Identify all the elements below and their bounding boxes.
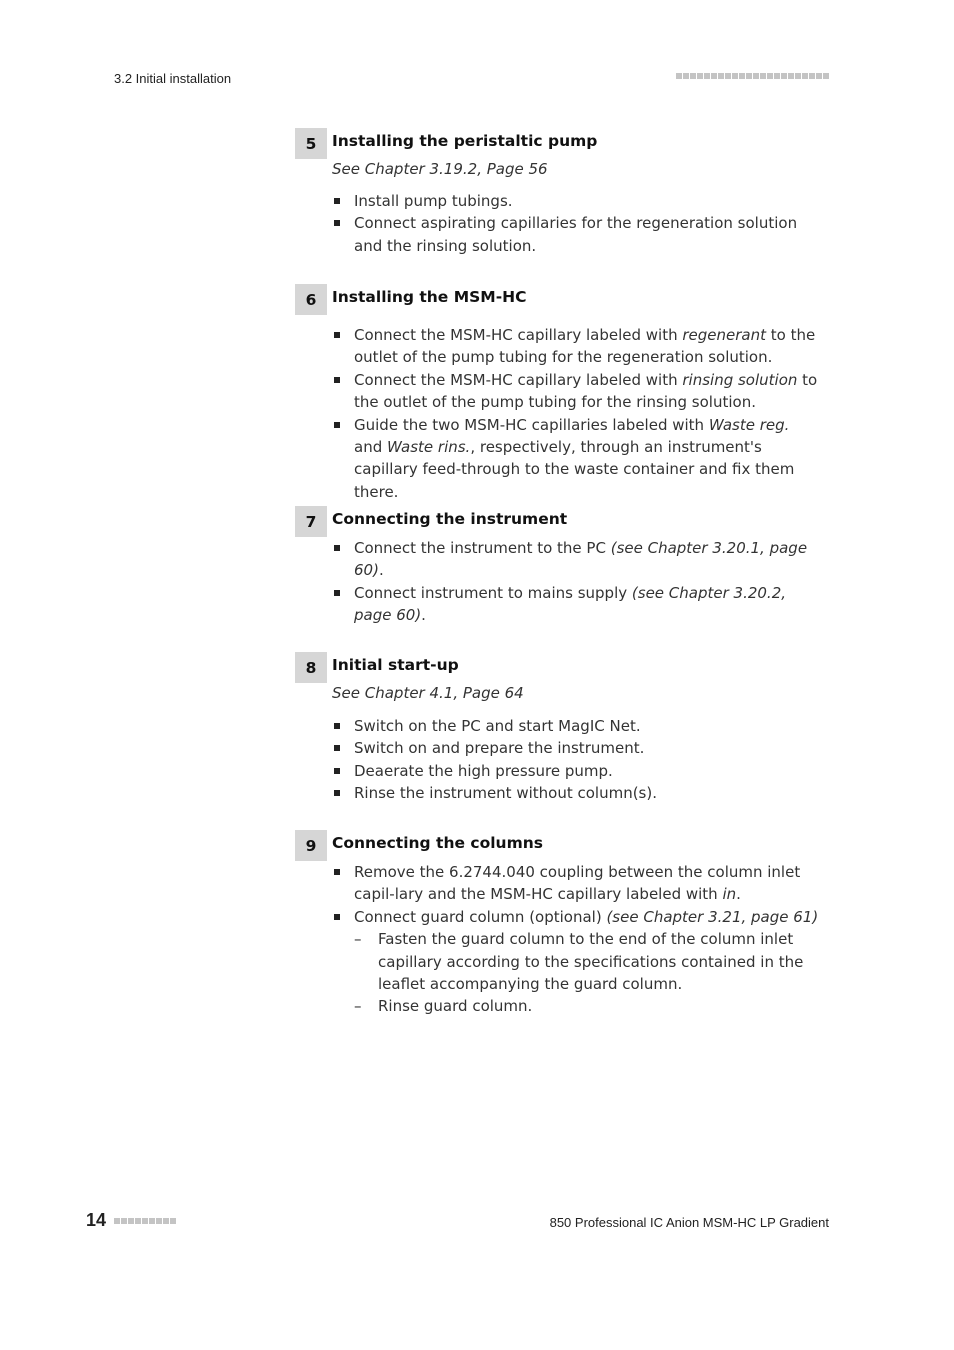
bullet-icon — [334, 332, 340, 338]
bullet-icon — [334, 790, 340, 796]
bullet-icon — [334, 869, 340, 875]
sub-list-item: – Rinse guard column. — [354, 995, 822, 1017]
step-title: Installing the MSM-HC — [332, 288, 527, 306]
bullet-icon — [334, 914, 340, 920]
step-number: 5 — [295, 128, 327, 159]
dash-icon: – — [354, 930, 362, 949]
step-title: Initial start-up — [332, 656, 459, 674]
running-header-section: 3.2 Initial installation — [114, 71, 232, 86]
step-number: 9 — [295, 830, 327, 861]
list-item: Switch on and prepare the instrument. — [332, 737, 822, 759]
list-item: Guide the two MSM-HC capillaries labeled with Waste reg. and Waste rins., respectively, through an instrument's capillary feed-through to the waste container and fix them there. — [332, 414, 822, 504]
bullet-icon — [334, 745, 340, 751]
list-item: Connect guard column (optional) (see Chapter 3.21, page 61) – Fasten the guard column to the end of the column inlet capillary according to the specifications contained in the leaflet accompanying the guard column. – Rinse guard column. — [332, 906, 822, 1018]
step-bullet-list — [332, 537, 822, 627]
bullet-icon — [334, 590, 340, 596]
list-item: Rinse the instrument without column(s). — [332, 782, 822, 804]
list-item: Switch on the PC and start MagIC Net. — [332, 715, 822, 737]
bullet-icon — [334, 545, 340, 551]
list-item: Connect instrument to mains supply (see Chapter 3.20.2, page 60). — [332, 582, 822, 627]
sub-list-item: – Fasten the guard column to the end of the column inlet capillary according to the specifications contained in the leaflet accompanying the guard column. — [354, 930, 804, 994]
step-bullet-list — [332, 324, 822, 503]
page-number: 14 — [86, 1210, 107, 1230]
header-decoration-squares — [676, 73, 829, 79]
step-bullet-list — [332, 715, 822, 805]
step-title: Connecting the instrument — [332, 510, 568, 528]
step-chapter-reference: See Chapter 3.19.2, Page 56 — [332, 160, 548, 178]
list-item: Install pump tubings. — [332, 190, 822, 212]
bullet-icon — [334, 377, 340, 383]
bullet-icon — [334, 198, 340, 204]
dash-icon: – — [354, 997, 362, 1016]
list-item: Connect the MSM-HC capillary labeled with rinsing solution to the outlet of the pump tubing for the rinsing solution. — [332, 369, 822, 414]
list-item: Remove the 6.2744.040 coupling between the column inlet capil-lary and the MSM-HC capillary labeled with in. — [332, 861, 822, 906]
bullet-icon — [334, 422, 340, 428]
step-bullet-list — [332, 861, 822, 1018]
bullet-icon — [334, 220, 340, 226]
step-number: 6 — [295, 284, 327, 315]
bullet-icon — [334, 768, 340, 774]
list-item: Connect the MSM-HC capillary labeled with regenerant to the outlet of the pump tubing for the regeneration solution. — [332, 324, 822, 369]
step-bullet-list — [332, 190, 822, 257]
step-chapter-reference: See Chapter 4.1, Page 64 — [332, 684, 524, 702]
sub-list — [354, 928, 822, 1018]
step-number: 7 — [295, 506, 327, 537]
step-title: Installing the peristaltic pump — [332, 132, 598, 150]
step-title: Connecting the columns — [332, 834, 543, 852]
list-item: Deaerate the high pressure pump. — [332, 760, 822, 782]
bullet-icon — [334, 723, 340, 729]
footer-document-title: 850 Professional IC Anion MSM-HC LP Gradient — [549, 1215, 829, 1230]
list-item: Connect the instrument to the PC (see Chapter 3.20.1, page 60). — [332, 537, 822, 582]
step-number: 8 — [295, 652, 327, 683]
footer-decoration-squares — [114, 1218, 176, 1224]
list-item: Connect aspirating capillaries for the regeneration solution and the rinsing solution. — [332, 212, 822, 257]
